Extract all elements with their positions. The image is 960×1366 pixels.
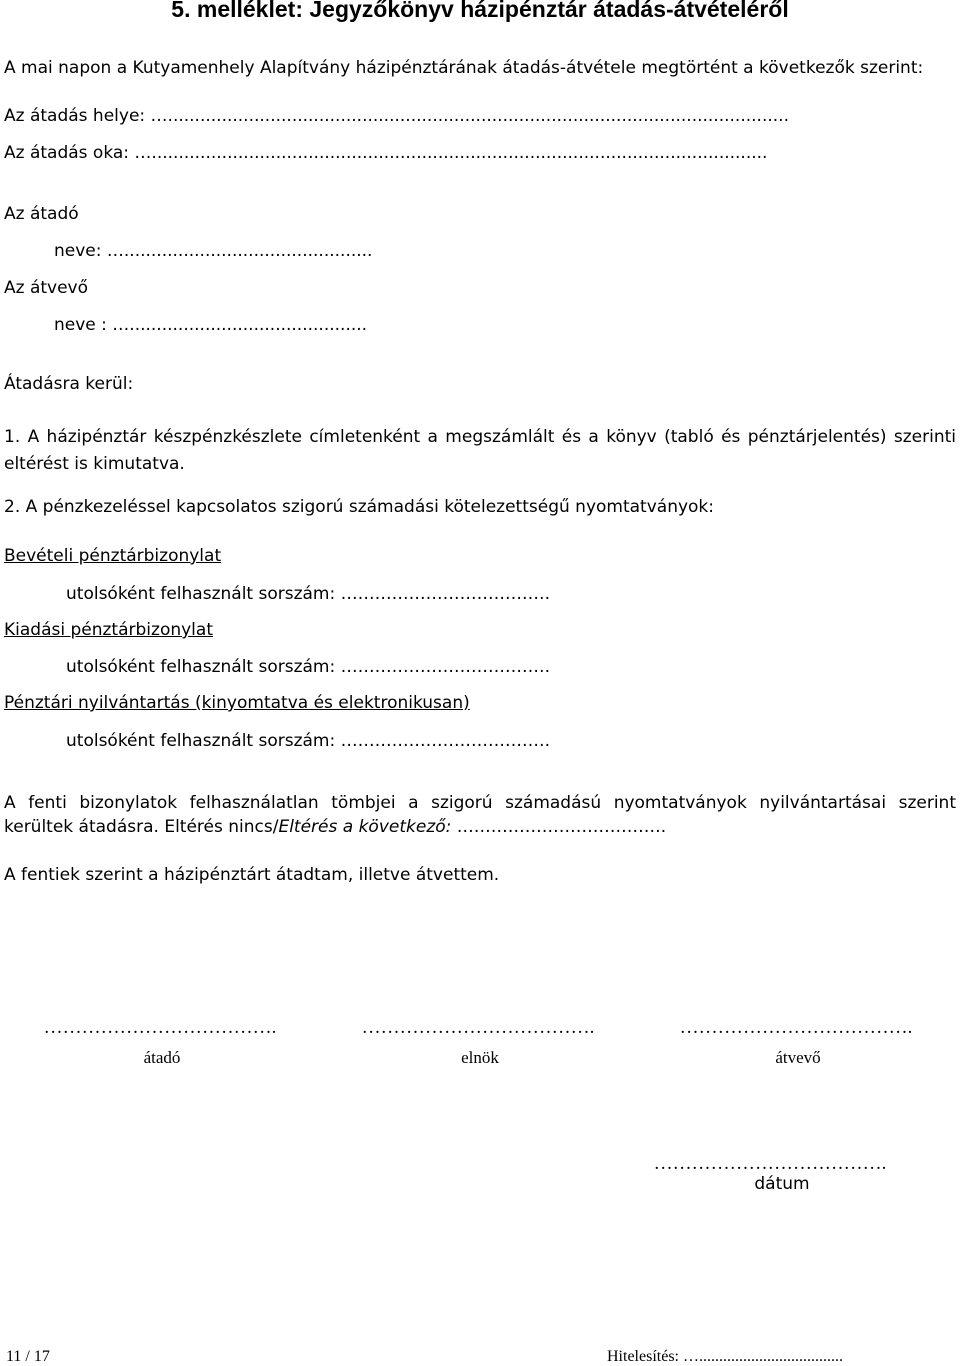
signature-line-giver: ……………………………….: [43, 1017, 277, 1038]
form3-serial: utolsóként felhasznált sorszám: ……………………………….: [66, 731, 551, 751]
signature-label-giver: átadó: [143, 1048, 181, 1067]
authentication-field: Hitelesítés: …....................................: [607, 1348, 843, 1365]
item-1: 1. A házipénztár készpénzkészlete címletenként a megszámlált és a könyv (tabló és pénztárjelentés) szerinti eltérést is kimutatva.: [4, 427, 956, 474]
unused-dots: ……………………………….: [451, 817, 667, 837]
intro-text: A mai napon a Kutyamenhely Alapítvány házipénztárának átadás-átvétele megtörtént a következők szerint:: [4, 58, 924, 78]
receiver-label: Az átvevő: [4, 278, 89, 298]
page-title: 5. melléklet: Jegyzőkönyv házipénztár átadás-átvételéről: [171, 0, 789, 22]
place-field: Az átadás helye: …...................................................................................................................: [4, 106, 789, 126]
receiver-name-field: neve : …............................................: [54, 315, 368, 335]
giver-label: Az átadó: [4, 204, 79, 224]
signature-label-chair: elnök: [461, 1048, 499, 1067]
item-2: 2. A pénzkezeléssel kapcsolatos szigorú számadási kötelezettségű nyomtatványok:: [4, 497, 714, 517]
form2-serial: utolsóként felhasznált sorszám: ……………………………….: [66, 657, 551, 677]
signature-label-receiver: átvevő: [775, 1048, 821, 1067]
signature-line-receiver: ……………………………….: [679, 1017, 913, 1038]
closing-statement: A fentiek szerint a házipénztárt átadtam, illetve átvettem.: [4, 865, 500, 885]
unused-text: A fenti bizonylatok felhasználatlan tömbjei a szigorú számadású nyomtatványok nyilvántartásai szerint kerültek átadásra. Eltérés nincs/: [4, 793, 956, 837]
date-label: dátum: [754, 1174, 810, 1194]
date-line: ……………………………….: [653, 1153, 887, 1174]
handed-over-heading: Átadásra kerül:: [4, 374, 134, 394]
page-number: 11 / 17: [6, 1348, 50, 1365]
giver-name-field: neve: …..............................................: [54, 241, 373, 261]
unused-italic: Eltérés a következő:: [278, 817, 452, 837]
form1-serial: utolsóként felhasznált sorszám: ……………………………….: [66, 584, 551, 604]
unused-forms-paragraph: [4, 791, 956, 839]
form1-title: Bevételi pénztárbizonylat: [4, 546, 222, 566]
reason-field: Az átadás oka: …..................................................................................................................: [4, 143, 768, 163]
form2-title: Kiadási pénztárbizonylat: [4, 620, 213, 640]
form3-title: Pénztári nyilvántartás (kinyomtatva és elektronikusan): [4, 693, 470, 713]
signature-line-chair: ……………………………….: [361, 1017, 595, 1038]
